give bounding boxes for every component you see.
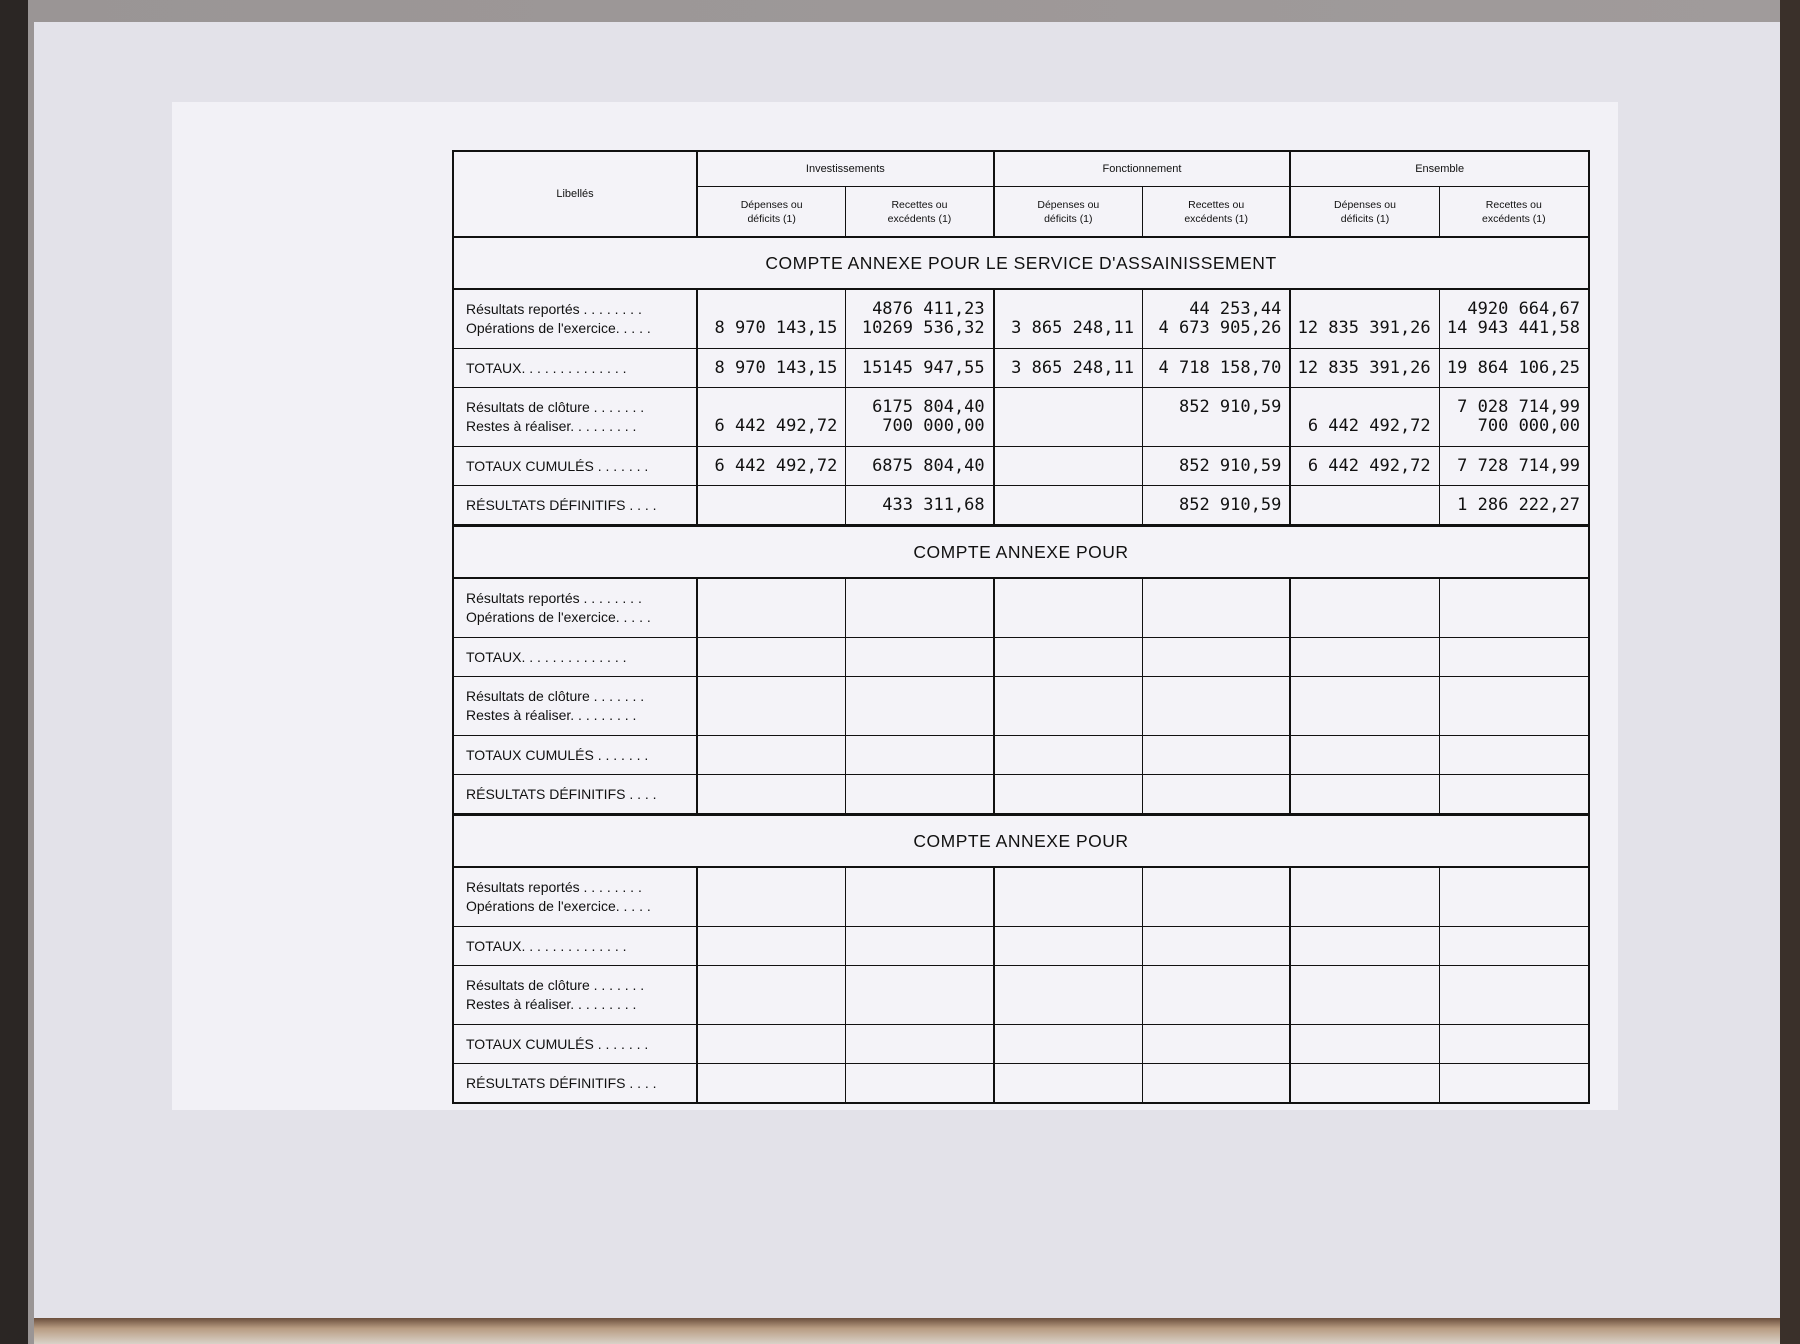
table-cell [1440, 1025, 1588, 1063]
group-totaux [454, 638, 1588, 677]
header-investissements: Investissements [698, 152, 995, 187]
table-cell [1440, 1064, 1588, 1102]
table-cell [1440, 349, 1588, 387]
table-cell [1440, 638, 1588, 676]
table-cell [995, 966, 1143, 1024]
group-reportes-operations [454, 868, 1588, 927]
sections [454, 238, 1588, 1102]
label-definitifs: RÉSULTATS DÉFINITIFS . . . . [466, 496, 657, 513]
header-fonc-recettes: Recettes ou excédents (1) [1143, 187, 1291, 236]
table-cell [995, 1025, 1143, 1063]
table-cell [846, 1025, 994, 1063]
value-definitifs: 1 286 222,27 [1457, 494, 1580, 515]
table-cell [698, 447, 846, 485]
label-cumules: TOTAUX CUMULÉS . . . . . . . [466, 1035, 649, 1052]
table-cell [1143, 677, 1291, 735]
label-reportes: Résultats reportés . . . . . . . . [466, 590, 642, 606]
table-cell [846, 736, 994, 774]
value-totaux: 19 864 106,25 [1446, 357, 1580, 378]
row-label [454, 388, 698, 446]
table-cell [1291, 447, 1439, 485]
group-cloture-restes [454, 966, 1588, 1025]
value-cumules: 6 442 492,72 [714, 455, 838, 476]
label-operations: Opérations de l'exercice. . . . . [466, 320, 651, 336]
group-totaux [454, 349, 1588, 388]
table-cell [1291, 736, 1439, 774]
table-cell [1291, 868, 1439, 926]
label-definitifs: RÉSULTATS DÉFINITIFS . . . . [466, 1074, 657, 1091]
label-cloture: Résultats de clôture . . . . . . . [466, 977, 645, 993]
table-cell [846, 775, 994, 813]
row-label [454, 349, 698, 387]
label-totaux: TOTAUX. . . . . . . . . . . . . . [466, 648, 627, 665]
header-inv-depenses: Dépenses ou déficits (1) [698, 187, 846, 236]
table-cell [1143, 638, 1291, 676]
section-title: COMPTE ANNEXE POUR [454, 525, 1588, 579]
table-cell [1291, 1064, 1439, 1102]
table-cell [846, 677, 994, 735]
table-cell [995, 486, 1143, 524]
header-ens-depenses: Dépenses ou déficits (1) [1291, 187, 1439, 236]
table-cell [846, 927, 994, 965]
table-cell [995, 868, 1143, 926]
table-cell [1291, 927, 1439, 965]
table-cell [1440, 868, 1588, 926]
label-totaux: TOTAUX. . . . . . . . . . . . . . [466, 937, 627, 954]
value-definitifs: 852 910,59 [1178, 494, 1282, 515]
table-cell [1291, 677, 1439, 735]
table-cell [1440, 579, 1588, 637]
table-cell [995, 775, 1143, 813]
table-cell [1440, 447, 1588, 485]
value-cumules: 6 442 492,72 [1307, 455, 1431, 476]
value-totaux: 8 970 143,15 [714, 357, 838, 378]
table-cell [995, 349, 1143, 387]
table-cell [698, 388, 846, 446]
table-cell [995, 290, 1143, 348]
table-cell [846, 349, 994, 387]
value-operations: 12 835 391,26 [1297, 318, 1431, 338]
table-cell [1291, 638, 1439, 676]
table-cell [698, 579, 846, 637]
value-definitifs: 433 311,68 [882, 494, 985, 515]
table-cell [846, 1064, 994, 1102]
table-cell [1143, 868, 1291, 926]
label-restes: Restes à réaliser. . . . . . . . . [466, 707, 637, 723]
table-cell [1143, 927, 1291, 965]
row-label [454, 638, 698, 676]
table-cell [698, 677, 846, 735]
table-cell [1291, 966, 1439, 1024]
table-cell [1440, 290, 1588, 348]
table-cell [1440, 927, 1588, 965]
accounts-table [452, 150, 1590, 1104]
table-cell [1143, 1025, 1291, 1063]
table-cell [846, 290, 994, 348]
value-cumules: 6875 804,40 [872, 455, 985, 476]
table-cell [846, 486, 994, 524]
table-cell [698, 868, 846, 926]
table-cell [1143, 579, 1291, 637]
table-cell [995, 638, 1143, 676]
label-restes: Restes à réaliser. . . . . . . . . [466, 418, 637, 434]
table-cell [1143, 486, 1291, 524]
header-fonctionnement: Fonctionnement [995, 152, 1292, 187]
table-cell [1291, 775, 1439, 813]
value-cumules: 852 910,59 [1178, 455, 1282, 476]
table-cell [1143, 1064, 1291, 1102]
label-restes: Restes à réaliser. . . . . . . . . [466, 996, 637, 1012]
value-operations: 8 970 143,15 [714, 318, 838, 338]
section-title: COMPTE ANNEXE POUR LE SERVICE D'ASSAINISSEMENT [454, 238, 1588, 290]
table-cell [995, 677, 1143, 735]
value-operations: 4 673 905,26 [1158, 318, 1282, 338]
table-cell [846, 447, 994, 485]
row-label [454, 1025, 698, 1063]
value-reportes: 4876 411,23 [872, 299, 985, 319]
group-totaux-cumules [454, 736, 1588, 775]
table-cell [698, 775, 846, 813]
row-label [454, 486, 698, 524]
header-libelles: Libellés [454, 152, 698, 236]
label-reportes: Résultats reportés . . . . . . . . [466, 879, 642, 895]
table-cell [846, 579, 994, 637]
value-restes: 700 000,00 [882, 416, 985, 436]
group-resultats-definitifs [454, 775, 1588, 814]
table-cell [1143, 447, 1291, 485]
row-label [454, 447, 698, 485]
header-ens-recettes: Recettes ou excédents (1) [1482, 198, 1546, 225]
value-cloture: 852 910,59 [1178, 397, 1282, 417]
row-label [454, 290, 698, 348]
value-restes: 6 442 492,72 [1307, 416, 1431, 436]
group-resultats-definitifs [454, 486, 1588, 525]
row-label [454, 1064, 698, 1102]
table-cell [995, 736, 1143, 774]
row-label [454, 677, 698, 735]
table-cell [698, 290, 846, 348]
table-cell [1143, 388, 1291, 446]
table-cell [698, 1064, 846, 1102]
table-cell [1143, 349, 1291, 387]
label-operations: Opérations de l'exercice. . . . . [466, 898, 651, 914]
table-cell [995, 447, 1143, 485]
table-cell [698, 736, 846, 774]
row-label [454, 868, 698, 926]
table-cell [1440, 775, 1588, 813]
table-cell [1143, 736, 1291, 774]
group-totaux-cumules [454, 1025, 1588, 1064]
section-title: COMPTE ANNEXE POUR [454, 814, 1588, 868]
value-restes: 700 000,00 [1477, 416, 1580, 436]
table-cell [1291, 1025, 1439, 1063]
table-cell [1440, 736, 1588, 774]
value-operations: 14 943 441,58 [1446, 318, 1580, 338]
value-operations: 3 865 248,11 [1011, 318, 1134, 338]
header-ensemble: Ensemble [1291, 152, 1588, 187]
group-totaux [454, 927, 1588, 966]
table-cell [846, 638, 994, 676]
value-reportes: 4920 664,67 [1467, 299, 1580, 319]
label-operations: Opérations de l'exercice. . . . . [466, 609, 651, 625]
value-totaux: 4 718 158,70 [1158, 357, 1282, 378]
table-cell [698, 486, 846, 524]
table-cell [995, 579, 1143, 637]
table-cell [1291, 579, 1439, 637]
label-cloture: Résultats de clôture . . . . . . . [466, 399, 645, 415]
value-totaux: 3 865 248,11 [1011, 357, 1134, 378]
label-cloture: Résultats de clôture . . . . . . . [466, 688, 645, 704]
row-label [454, 966, 698, 1024]
header-fonc-depenses: Dépenses ou déficits (1) [995, 187, 1143, 236]
group-cloture-restes [454, 388, 1588, 447]
table-cell [995, 1064, 1143, 1102]
value-cumules: 7 728 714,99 [1457, 455, 1580, 476]
value-cloture: 7 028 714,99 [1457, 397, 1580, 417]
table-cell [995, 388, 1143, 446]
table-cell [1143, 966, 1291, 1024]
table-cell [846, 388, 994, 446]
table-cell [698, 638, 846, 676]
group-cloture-restes [454, 677, 1588, 736]
label-definitifs: RÉSULTATS DÉFINITIFS . . . . [466, 785, 657, 802]
table-cell [846, 868, 994, 926]
group-totaux-cumules [454, 447, 1588, 486]
value-totaux: 15145 947,55 [861, 357, 985, 378]
table-cell [698, 349, 846, 387]
table-cell [1440, 677, 1588, 735]
table-cell [1291, 388, 1439, 446]
table-cell [698, 927, 846, 965]
table-cell [1291, 486, 1439, 524]
label-reportes: Résultats reportés . . . . . . . . [466, 301, 642, 317]
label-cumules: TOTAUX CUMULÉS . . . . . . . [466, 457, 649, 474]
row-label [454, 736, 698, 774]
group-reportes-operations [454, 290, 1588, 349]
label-totaux: TOTAUX. . . . . . . . . . . . . . [466, 359, 627, 376]
row-label [454, 775, 698, 813]
value-reportes: 44 253,44 [1189, 299, 1282, 319]
header-inv-recettes: Recettes ou excédents (1) [846, 187, 994, 236]
table-cell [1143, 290, 1291, 348]
table-cell [698, 966, 846, 1024]
value-totaux: 12 835 391,26 [1297, 357, 1431, 378]
page-edge [34, 1318, 1780, 1344]
table-cell [698, 1025, 846, 1063]
label-cumules: TOTAUX CUMULÉS . . . . . . . [466, 746, 649, 763]
row-label [454, 927, 698, 965]
table-cell [995, 927, 1143, 965]
group-reportes-operations [454, 579, 1588, 638]
table-cell [1440, 486, 1588, 524]
table-cell [1291, 349, 1439, 387]
group-resultats-definitifs [454, 1064, 1588, 1102]
table-cell [846, 966, 994, 1024]
table-cell [1143, 775, 1291, 813]
table-cell [1440, 966, 1588, 1024]
row-label [454, 579, 698, 637]
value-cloture: 6175 804,40 [872, 397, 985, 417]
table-cell [1291, 290, 1439, 348]
value-restes: 6 442 492,72 [714, 416, 838, 436]
table-cell [1440, 388, 1588, 446]
value-operations: 10269 536,32 [861, 318, 985, 338]
table-header [454, 152, 1588, 238]
